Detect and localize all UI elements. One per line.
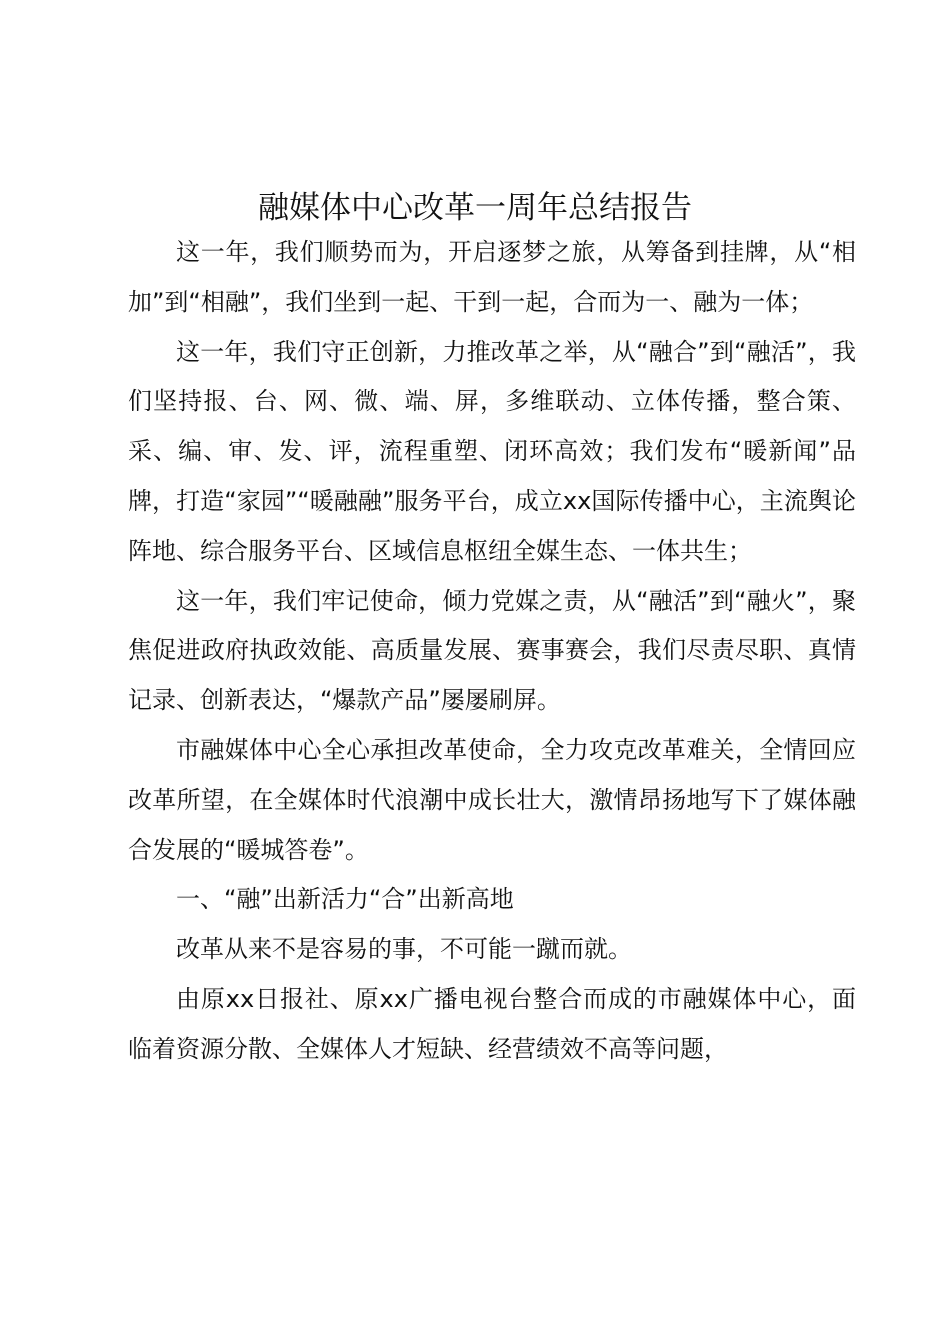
paragraph-3: 这一年，我们牢记使命，倾力党媒之责，从“融活”到“融火”，聚焦促进政府执政效能、高质量发展、赛事赛会，我们尽责尽职、真情记录、创新表达，“爆款产品”屡屡刷屏。 (128, 586, 856, 715)
paragraph-6: 由原xx日报社、原xx广播电视台整合而成的市融媒体中心，面临着资源分散、全媒体人才短缺、经营绩效不高等问题， (128, 984, 856, 1063)
document-title: 融媒体中心改革一周年总结报告 (258, 190, 692, 226)
paragraph-2: 这一年，我们守正创新，力推改革之举，从“融合”到“融活”，我们坚持报、台、网、微、端、屏，多维联动、立体传播，整合策、采、编、审、发、评，流程重塑、闭环高效；我们发布“暖新闻”品牌，打造“家园”“暖融融”服务平台，成立xx国际传播中心，主流舆论阵地、综合服务平台、区域信息枢纽全媒生态、一体共生； (128, 337, 856, 565)
paragraph-1: 这一年，我们顺势而为，开启逐梦之旅，从筹备到挂牌，从“相加”到“相融”，我们坐到一起、干到一起，合而为一、融为一体； (128, 238, 856, 316)
paragraph-5: 改革从来不是容易的事，不可能一蹴而就。 (176, 935, 632, 964)
document-body (128, 228, 856, 1075)
paragraph-4: 市融媒体中心全心承担改革使命，全力攻克改革难关，全情回应改革所望，在全媒体时代浪潮中成长壮大，激情昂扬地写下了媒体融合发展的“暖城答卷”。 (128, 735, 856, 864)
section-heading-1: 一、“融”出新活力“合”出新高地 (176, 885, 514, 914)
